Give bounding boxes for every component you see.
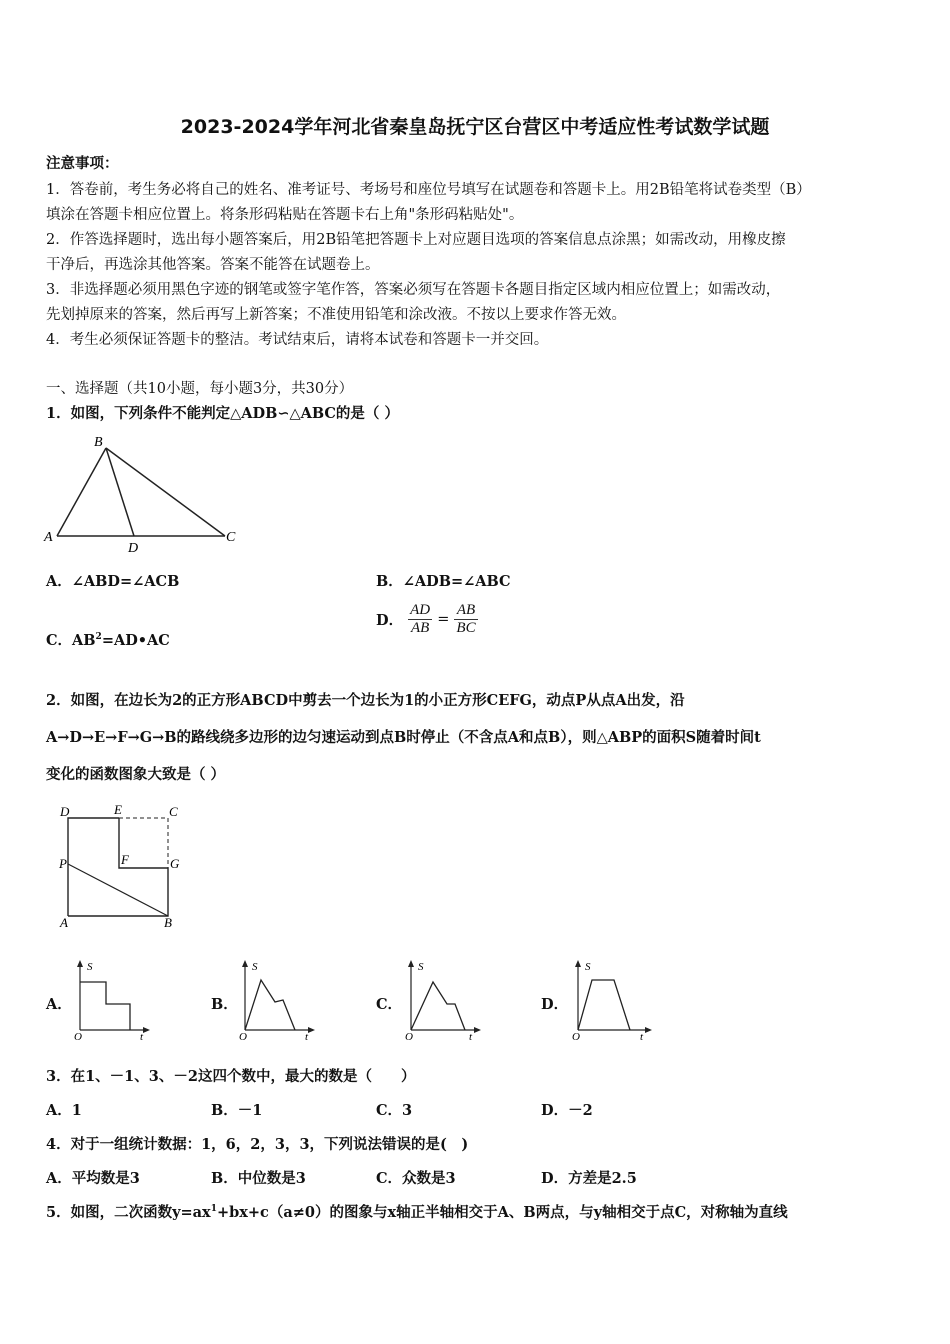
q2-label-e: E <box>114 802 122 817</box>
q2-graph-a <box>72 958 152 1042</box>
q2-label-b: B <box>164 915 172 930</box>
q1-option-b[interactable]: B．∠ADB=∠ABC <box>376 573 511 590</box>
q1-label-a: A <box>44 530 53 545</box>
notice-line: 3．非选择题必须用黑色字迹的钢笔或签字笔作答，答案必须写在答题卡各题目指定区域内相应位置上；如需改动， <box>46 282 781 298</box>
notice-line: 1．答卷前，考生务必将自己的姓名、准考证号、考场号和座位号填写在试题卷和答题卡上。用2B铅笔将试卷类型（B） <box>46 182 811 198</box>
notice-line: 干净后，再选涂其他答案。答案不能答在试题卷上。 <box>46 257 380 273</box>
q5-stem: 5．如图，二次函数$y=ax^1+bx+c(a\ne 0)$的图象与x轴正半轴相交于A、B两点，与y轴相交于点C，对称轴为直线 <box>46 1204 788 1221</box>
page-title: 2023-2024学年河北省秦皇岛抚宁区台营区中考适应性考试数学试题 <box>180 116 770 138</box>
svg-text:S: S <box>252 961 258 973</box>
q2-label-p: P <box>59 856 67 871</box>
q4-option-c[interactable]: C．众数是3 <box>376 1170 456 1187</box>
notice-line: 填涂在答题卡相应位置上。将条形码粘贴在答题卡右上角"条形码粘贴处"。 <box>46 207 524 223</box>
q2-option-c[interactable]: C． <box>376 996 403 1013</box>
svg-text:O: O <box>239 1031 247 1042</box>
q4-option-b[interactable]: B．中位数是3 <box>211 1170 306 1187</box>
svg-text:S: S <box>585 961 591 973</box>
q1-stem: 1．如图，下列条件不能判定△ADB∽△ABC的是（ ） <box>46 405 399 422</box>
q4-option-d[interactable]: D．方差是2.5 <box>541 1170 637 1187</box>
q3-option-a[interactable]: A．1 <box>46 1102 82 1119</box>
q2-label-d: D <box>60 804 70 819</box>
q2-option-a[interactable]: A． <box>46 996 72 1013</box>
q3-stem: 3．在1、－1、3、－2这四个数中，最大的数是（ ） <box>46 1068 416 1085</box>
svg-text:t: t <box>305 1031 309 1042</box>
notice-line: 4．考生必须保证答题卡的整洁。考试结束后，请将本试卷和答题卡一并交回。 <box>46 332 549 348</box>
svg-text:O: O <box>405 1031 413 1042</box>
q2-square-figure <box>56 800 186 932</box>
q3-option-d[interactable]: D．－2 <box>541 1102 593 1119</box>
q1-option-a[interactable]: A．∠ABD=∠ACB <box>46 573 180 590</box>
svg-text:O: O <box>74 1031 82 1042</box>
svg-text:t: t <box>640 1031 644 1042</box>
svg-text:t: t <box>469 1031 473 1042</box>
q1-label-c: C <box>226 530 236 545</box>
q3-option-b[interactable]: B．－1 <box>211 1102 263 1119</box>
q2-label-g: G <box>170 856 180 871</box>
q2-option-d[interactable]: D． <box>541 996 569 1013</box>
notice-heading: 注意事项： <box>46 155 119 172</box>
notice-line: 2．作答选择题时，选出每小题答案后，用2B铅笔把答题卡上对应题目选项的答案信息点涂黑；如需改动，用橡皮擦 <box>46 232 786 248</box>
q4-option-a[interactable]: A．平均数是3 <box>46 1170 140 1187</box>
q3-option-c[interactable]: C．3 <box>376 1102 413 1119</box>
q1-label-b: B <box>94 435 103 450</box>
q2-option-b[interactable]: B． <box>211 996 238 1013</box>
q2-label-a: A <box>60 915 68 930</box>
section-heading: 一、选择题（共10小题，每小题3分，共30分） <box>46 381 354 397</box>
q1-option-d[interactable]: D． $\frac{AD}{AB}$ = $\frac{AB}{BC}$ <box>376 602 476 636</box>
svg-text:t: t <box>140 1031 144 1042</box>
q2-label-c: C <box>169 804 178 819</box>
q1-option-c[interactable]: C．$AB^2=AD•AC$ <box>46 632 170 649</box>
svg-text:S: S <box>418 961 424 973</box>
q2-label-f: F <box>121 852 129 867</box>
notice-line: 先划掉原来的答案，然后再写上新答案；不准使用铅笔和涂改液。不按以上要求作答无效。 <box>46 307 626 323</box>
q2-graph-c <box>403 958 483 1042</box>
svg-text:O: O <box>572 1031 580 1042</box>
q4-stem: 4．对于一组统计数据：1，6，2，3，3，下列说法错误的是( ) <box>46 1136 469 1153</box>
q1-label-d: D <box>128 541 139 555</box>
q2-graph-d <box>570 958 654 1042</box>
q2-graph-b <box>237 958 317 1042</box>
q1-triangle-figure <box>42 430 242 555</box>
q2-stem-2: A→D→E→F→G→B的路线绕多边形的边匀速运动到点B时停止（不含点A和点B），则△ABP的面积S随着时间t <box>46 729 761 746</box>
q2-stem-1: 2．如图，在边长为2的正方形ABCD中剪去一个边长为1的小正方形CEFG，动点P从点A出发，沿 <box>46 692 685 709</box>
q2-stem-3: 变化的函数图象大致是（ ） <box>46 766 226 783</box>
svg-text:S: S <box>87 961 93 973</box>
